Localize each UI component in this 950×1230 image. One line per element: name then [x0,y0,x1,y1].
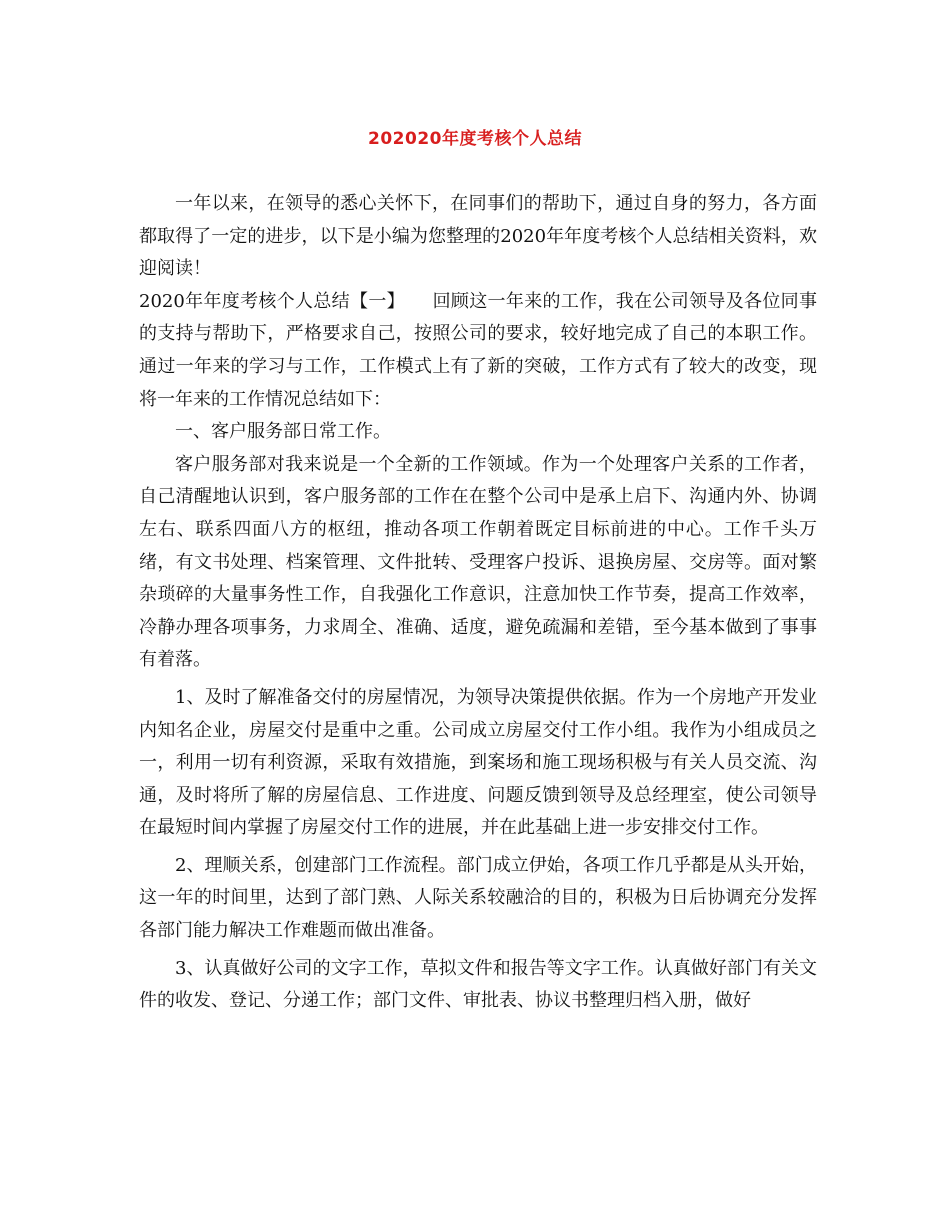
item-1-paragraph: 1、及时了解准备交付的房屋情况，为领导决策提供依据。作为一个房地产开发业内知名企业，房屋交付是重中之重。公司成立房屋交付工作小组。我作为小组成员之一，利用一切有利资源，采取有效措施，到案场和施工现场积极与有关人员交流、沟通，及时将所了解的房屋信息、工作进度、问题反馈到领导及总经理室，使公司领导在最短时间内掌握了房屋交付工作的进展，并在此基础上进一步安排交付工作。 [139,686,817,839]
document-body [139,188,817,1018]
item-3-paragraph: 3、认真做好公司的文字工作，草拟文件和报告等文字工作。认真做好部门有关文件的收发、登记、分递工作；部门文件、审批表、协议书整理归档入册，做好 [139,957,817,1012]
document-title: 202020年度考核个人总结 [368,129,582,149]
summary-section-heading-paragraph: 2020年年度考核个人总结【一】 回顾这一年来的工作，我在公司领导及各位同事的支持与帮助下，严格要求自己，按照公司的要求，较好地完成了自己的本职工作。通过一年来的学习与工作，工作模式上有了新的突破，工作方式有了较大的改变，现将一年来的工作情况总结如下： [139,290,817,410]
customer-service-paragraph: 客户服务部对我来说是一个全新的工作领域。作为一个处理客户关系的工作者，自己清醒地认识到，客户服务部的工作在在整个公司中是承上启下、沟通内外、协调左右、联系四面八方的枢纽，推动各项工作朝着既定目标前进的中心。工作千头万绪，有文书处理、档案管理、文件批转、受理客户投诉、退换房屋、交房等。面对繁杂琐碎的大量事务性工作，自我强化工作意识，注意加快工作节奏，提高工作效率，冷静办理各项事务，力求周全、准确、适度，避免疏漏和差错，至今基本做到了事事有着落。 [139,453,817,671]
item-2-paragraph: 2、理顺关系，创建部门工作流程。部门成立伊始，各项工作几乎都是从头开始，这一年的时间里，达到了部门熟、人际关系较融洽的目的，积极为日后协调充分发挥各部门能力解决工作难题而做出准备。 [139,854,817,942]
section-heading-customer-service: 一、客户服务部日常工作。 [175,421,391,443]
intro-paragraph: 一年以来，在领导的悉心关怀下，在同事们的帮助下，通过自身的努力，各方面都取得了一定的进步，以下是小编为您整理的2020年年度考核个人总结相关资料，欢迎阅读！ [139,193,817,280]
